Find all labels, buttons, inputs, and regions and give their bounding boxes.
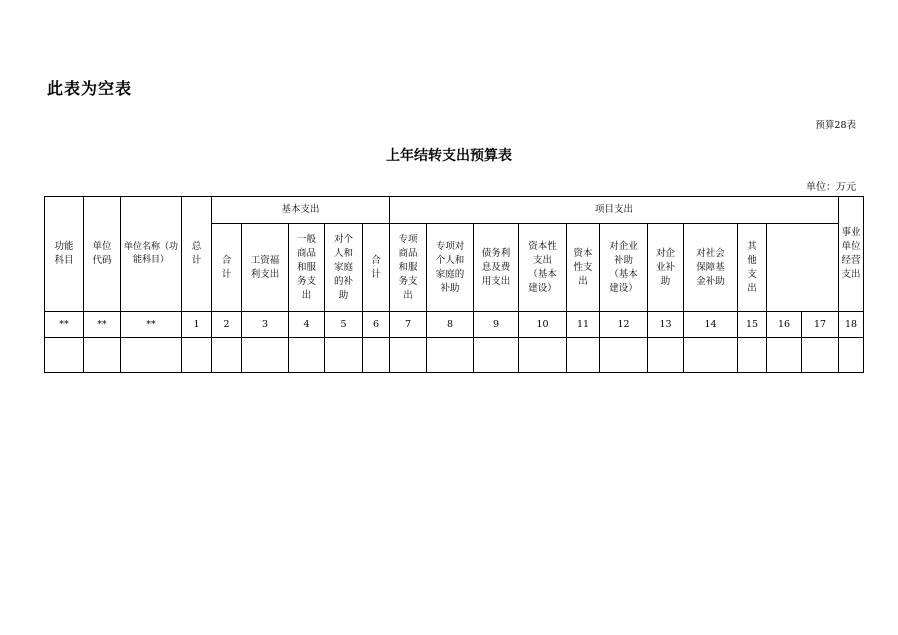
number-cell: 5 (325, 312, 363, 338)
empty-cell (567, 338, 600, 373)
number-cell: 16 (767, 312, 802, 338)
empty-cell (45, 338, 84, 373)
header-unit-name: 单位名称（功能科目） (121, 197, 182, 312)
header-enterprise-subsidy-infra: 对企业补助（基本建设） (600, 224, 648, 312)
empty-cell (84, 338, 121, 373)
number-cell: 10 (519, 312, 567, 338)
header-project-subtotal: 合计 (363, 224, 390, 312)
header-capital: 资本性支出 (567, 224, 600, 312)
number-cell: 1 (182, 312, 212, 338)
number-cell: 4 (289, 312, 325, 338)
number-cell: 14 (684, 312, 738, 338)
page-title: 上年结转支出预算表 (386, 148, 512, 164)
empty-cell (427, 338, 474, 373)
number-cell: 3 (242, 312, 289, 338)
header-basic-subtotal: 合计 (212, 224, 242, 312)
empty-table-notice: 此表为空表 (47, 79, 133, 98)
empty-cell (242, 338, 289, 373)
header-business-operation: 事业单位经营支出 (839, 197, 864, 312)
header-unit-code: 单位代码 (84, 197, 121, 312)
header-func-subject: 功能科目 (45, 197, 84, 312)
empty-cell (648, 338, 684, 373)
header-other: 其他支出 (738, 224, 767, 312)
number-cell: 12 (600, 312, 648, 338)
empty-cell (121, 338, 182, 373)
empty-cell (325, 338, 363, 373)
empty-cell (390, 338, 427, 373)
number-cell: 2 (212, 312, 242, 338)
header-enterprise-subsidy: 对企业补助 (648, 224, 684, 312)
unit-label: 单位：万元 (806, 182, 856, 193)
empty-cell (474, 338, 519, 373)
number-cell: ** (45, 312, 84, 338)
table-number: 预算28表 (815, 120, 856, 131)
header-special-goods: 专项商品和服务支出 (390, 224, 427, 312)
budget-table (44, 196, 864, 373)
numbering-row (45, 312, 864, 338)
empty-cell (767, 338, 802, 373)
number-cell: 8 (427, 312, 474, 338)
empty-cell (363, 338, 390, 373)
header-goods-services: 一般商品和服务支出 (289, 224, 325, 312)
header-capital-infra: 资本性支出（基本建设） (519, 224, 567, 312)
number-cell: 11 (567, 312, 600, 338)
empty-cell (684, 338, 738, 373)
header-special-individual: 专项对个人和家庭的补助 (427, 224, 474, 312)
empty-cell (839, 338, 864, 373)
empty-cell (600, 338, 648, 373)
empty-cell (802, 338, 839, 373)
number-cell: 13 (648, 312, 684, 338)
number-cell: 17 (802, 312, 839, 338)
header-row-groups (45, 197, 864, 224)
empty-cell (182, 338, 212, 373)
number-cell: 9 (474, 312, 519, 338)
header-basic-group: 基本支出 (212, 197, 390, 224)
header-debt-interest: 债务利息及费用支出 (474, 224, 519, 312)
number-cell: 18 (839, 312, 864, 338)
number-cell: 6 (363, 312, 390, 338)
header-project-group: 项目支出 (390, 197, 839, 224)
number-cell: 15 (738, 312, 767, 338)
header-social-security: 对社会保障基金补助 (684, 224, 738, 312)
header-wages: 工资福利支出 (242, 224, 289, 312)
empty-cell (212, 338, 242, 373)
empty-cell (738, 338, 767, 373)
empty-data-row (45, 338, 864, 373)
header-individual-subsidy: 对个人和家庭的补助 (325, 224, 363, 312)
empty-cell (289, 338, 325, 373)
number-cell: ** (121, 312, 182, 338)
number-cell: 7 (390, 312, 427, 338)
header-total: 总计 (182, 197, 212, 312)
empty-cell (519, 338, 567, 373)
number-cell: ** (84, 312, 121, 338)
